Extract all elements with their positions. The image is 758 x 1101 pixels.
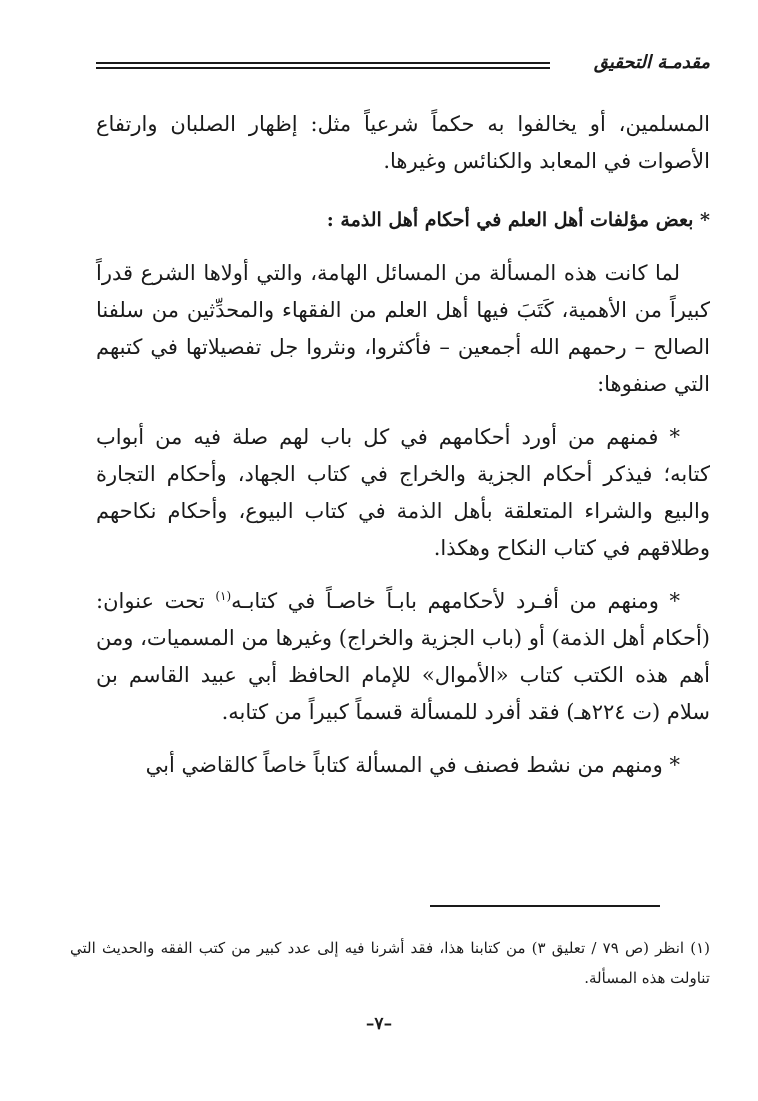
paragraph-second-type [96,583,710,731]
paragraph-second-type-start: * ومنهم من أفـرد لأحكامهم بابـاً خاصـاً في كتابـه [231,589,681,613]
main-text [96,106,710,784]
paragraph-third-type: * ومنهم من نشط فصنف في المسألة كتاباً خاصاً كالقاضي أبي [145,753,680,777]
paragraph-first-type: * فمنهم من أورد أحكامهم في كل باب لهم صلة فيه من أبواب كتابه؛ فيذكر أحكام الجزية والخراج في كتاب الجهاد، وأحكام التجارة والبيع والشراء المتعلقة بأهل الذمة في كتاب البيوع، وأحكام نكاحهم وطلاقهم في كتاب النكاح وهكذا. [96,425,710,560]
footnote: (١) انظر (ص ٧٩ / تعليق ٣) من كتابنا هذا، فقد أشرنا فيه إلى عدد كبير من كتب الفقه والحديث التي تناولت هذه المسألة. [70,939,711,987]
paragraph-intro: لما كانت هذه المسألة من المسائل الهامة، والتي أولاها الشرع قدراً كبيراً من الأهمية، كَتَبَ فيها أهل العلم من الفقهاء والمحدِّثين من سلفنا الصالح – رحمهم الله أجمعين – فأكثروا، ونثروا جل تفصيلاتها في كتبهم التي صنفوها: [96,261,710,396]
footnote-separator [430,905,660,907]
footnote-reference[interactable]: (١) [215,589,232,603]
paragraph-second-type-rest: تحت عنوان: (أحكام أهل الذمة) أو (باب الجزية والخراج) وغيرها من المسميات، ومن أهم هذه الكتب كتاب «الأموال» للإمام الحافظ أبي عبيد القاسم بن سلام (ت ٢٢٤هـ) فقد أفرد للمسألة قسماً كبيراً من كتابه. [96,589,710,724]
running-header [96,52,710,82]
page-number: –٧– [365,1014,393,1034]
header-title: مقدمـة التحقيق [593,52,710,73]
header-double-rule [96,62,550,69]
paragraph-continuation: المسلمين، أو يخالفوا به حكماً شرعياً مثل: إظهار الصلبان وارتفاع الأصوات في المعابد والكنائس وغيرها. [96,112,710,173]
section-heading: * بعض مؤلفات أهل العلم في أحكام أهل الذمة : [326,209,710,231]
